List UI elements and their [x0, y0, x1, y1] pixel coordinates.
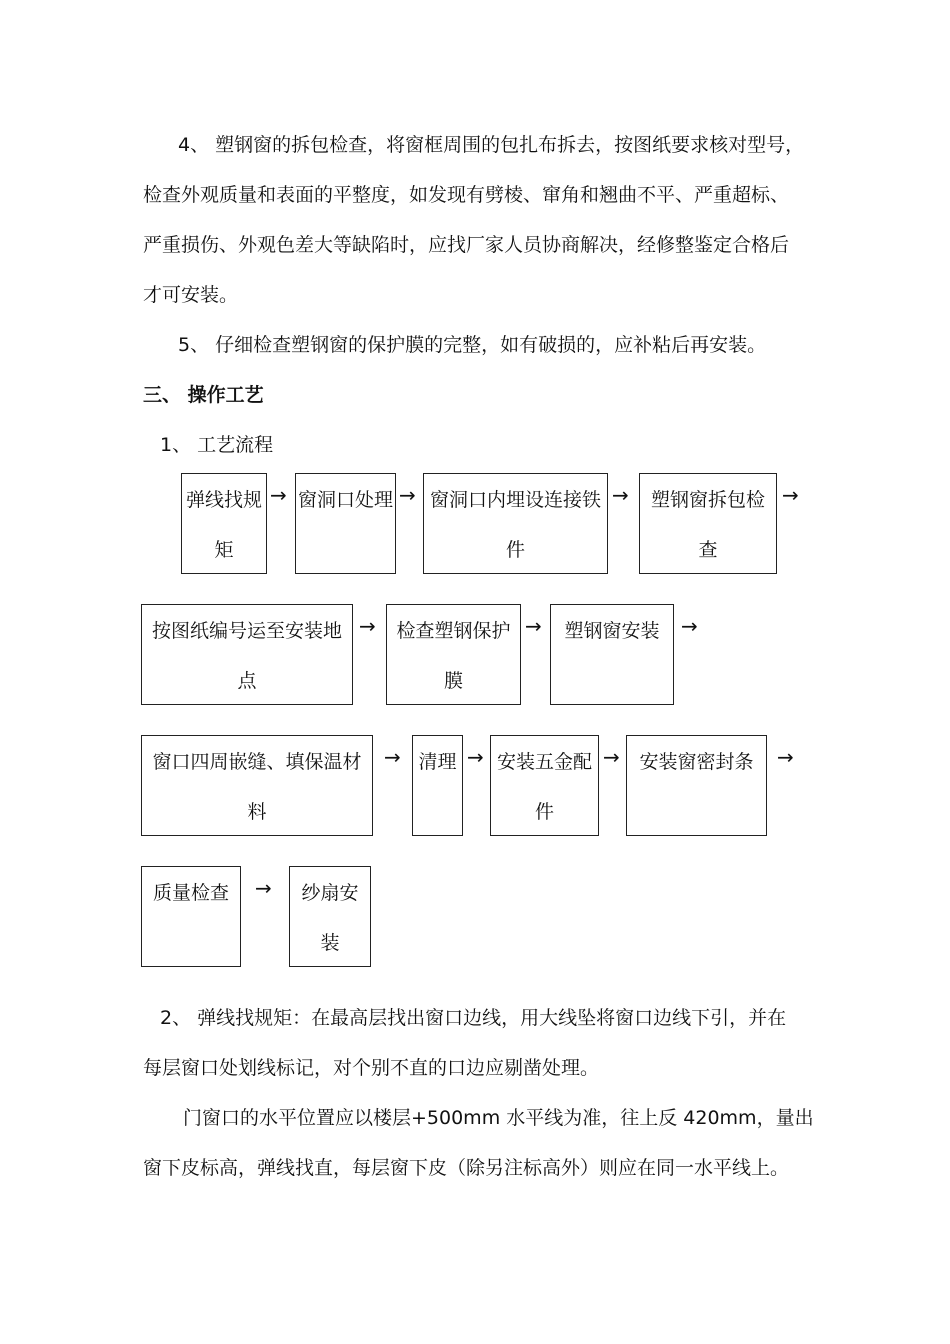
flow-step-1-line2: 矩: [214, 539, 234, 561]
flow-arrow: →: [525, 614, 542, 638]
flow-arrow: →: [782, 483, 799, 507]
flow-step-7: [550, 604, 674, 705]
flow-step-13-line1: 纱扇安: [301, 882, 359, 904]
flow-step-8-line2: 料: [247, 801, 267, 823]
flow-arrow: →: [467, 745, 484, 769]
flow-step-7-line1: 塑钢窗安装: [564, 620, 660, 642]
flow-step-5: [141, 604, 353, 705]
flow-step-12-line1: 质量检查: [152, 882, 229, 904]
flow-arrow: →: [255, 876, 272, 900]
flow-step-9: [412, 735, 463, 836]
flow-step-5-line1: 按图纸编号运至安装地: [151, 620, 342, 642]
flow-step-11-line1: 安装窗密封条: [639, 751, 754, 773]
flow-step-10-line1: 安装五金配: [496, 751, 592, 773]
flow-step-13-line2: 装: [320, 932, 340, 954]
flow-arrow: →: [270, 483, 287, 507]
door-para-line1: 门窗口的水平位置应以楼层+500mm 水平线为准，往上反 420mm，量出: [183, 1107, 814, 1129]
sub2-line1: 2、 弹线找规矩：在最高层找出窗口边线，用大线坠将窗口边线下引，并在: [160, 1007, 787, 1029]
flow-step-10: [490, 735, 599, 836]
flow-step-3-line1: 窗洞口内埋设连接铁: [429, 489, 601, 511]
flow-step-12: [141, 866, 241, 967]
flow-step-6-line2: 膜: [443, 670, 463, 692]
flow-step-4-line1: 塑钢窗拆包检: [650, 489, 765, 511]
section-heading: 三、 操作工艺: [143, 384, 264, 406]
flow-step-4-line2: 查: [698, 539, 718, 561]
flow-arrow: →: [384, 745, 401, 769]
flow-arrow: →: [399, 483, 416, 507]
flow-step-2-line1: 窗洞口处理: [297, 489, 393, 511]
sub2-line2: 每层窗口处划线标记，对个别不直的口边应剔凿处理。: [143, 1057, 600, 1079]
flow-step-8-line1: 窗口四周嵌缝、填保温材: [152, 751, 362, 773]
para4-line4: 才可安装。: [143, 284, 239, 306]
flow-step-6: [386, 604, 521, 705]
flow-arrow: →: [777, 745, 794, 769]
flow-step-9-line1: 清理: [418, 751, 457, 773]
flow-arrow: →: [681, 614, 698, 638]
para4-line2: 检查外观质量和表面的平整度，如发现有劈棱、窜角和翘曲不平、严重超标、: [143, 184, 790, 206]
flow-arrow: →: [603, 745, 620, 769]
flow-step-8: [141, 735, 373, 836]
flow-step-1-line1: 弹线找规: [185, 489, 262, 511]
flow-step-3-line2: 件: [505, 539, 525, 561]
subsection-flow-title: 1、 工艺流程: [160, 434, 274, 456]
para4-line3: 严重损伤、外观色差大等缺陷时，应找厂家人员协商解决，经修整鉴定合格后: [143, 234, 790, 256]
flow-step-11: [626, 735, 767, 836]
flow-step-5-line2: 点: [237, 670, 257, 692]
para4-line1: 4、 塑钢窗的拆包检查，将窗框周围的包扎布拆去，按图纸要求核对型号，: [178, 134, 805, 156]
flow-step-10-line2: 件: [534, 801, 554, 823]
flow-step-4: [639, 473, 777, 574]
para5: 5、 仔细检查塑钢窗的保护膜的完整，如有破损的，应补粘后再安装。: [178, 334, 767, 356]
flow-step-1: [181, 473, 267, 574]
door-para-line2: 窗下皮标高，弹线找直，每层窗下皮（除另注标高外）则应在同一水平线上。: [143, 1157, 790, 1179]
flow-step-6-line1: 检查塑钢保护: [396, 620, 511, 642]
flow-step-2: [295, 473, 396, 574]
flow-step-13: [289, 866, 371, 967]
flow-arrow: →: [359, 614, 376, 638]
flow-step-3: [423, 473, 608, 574]
flow-arrow: →: [612, 483, 629, 507]
